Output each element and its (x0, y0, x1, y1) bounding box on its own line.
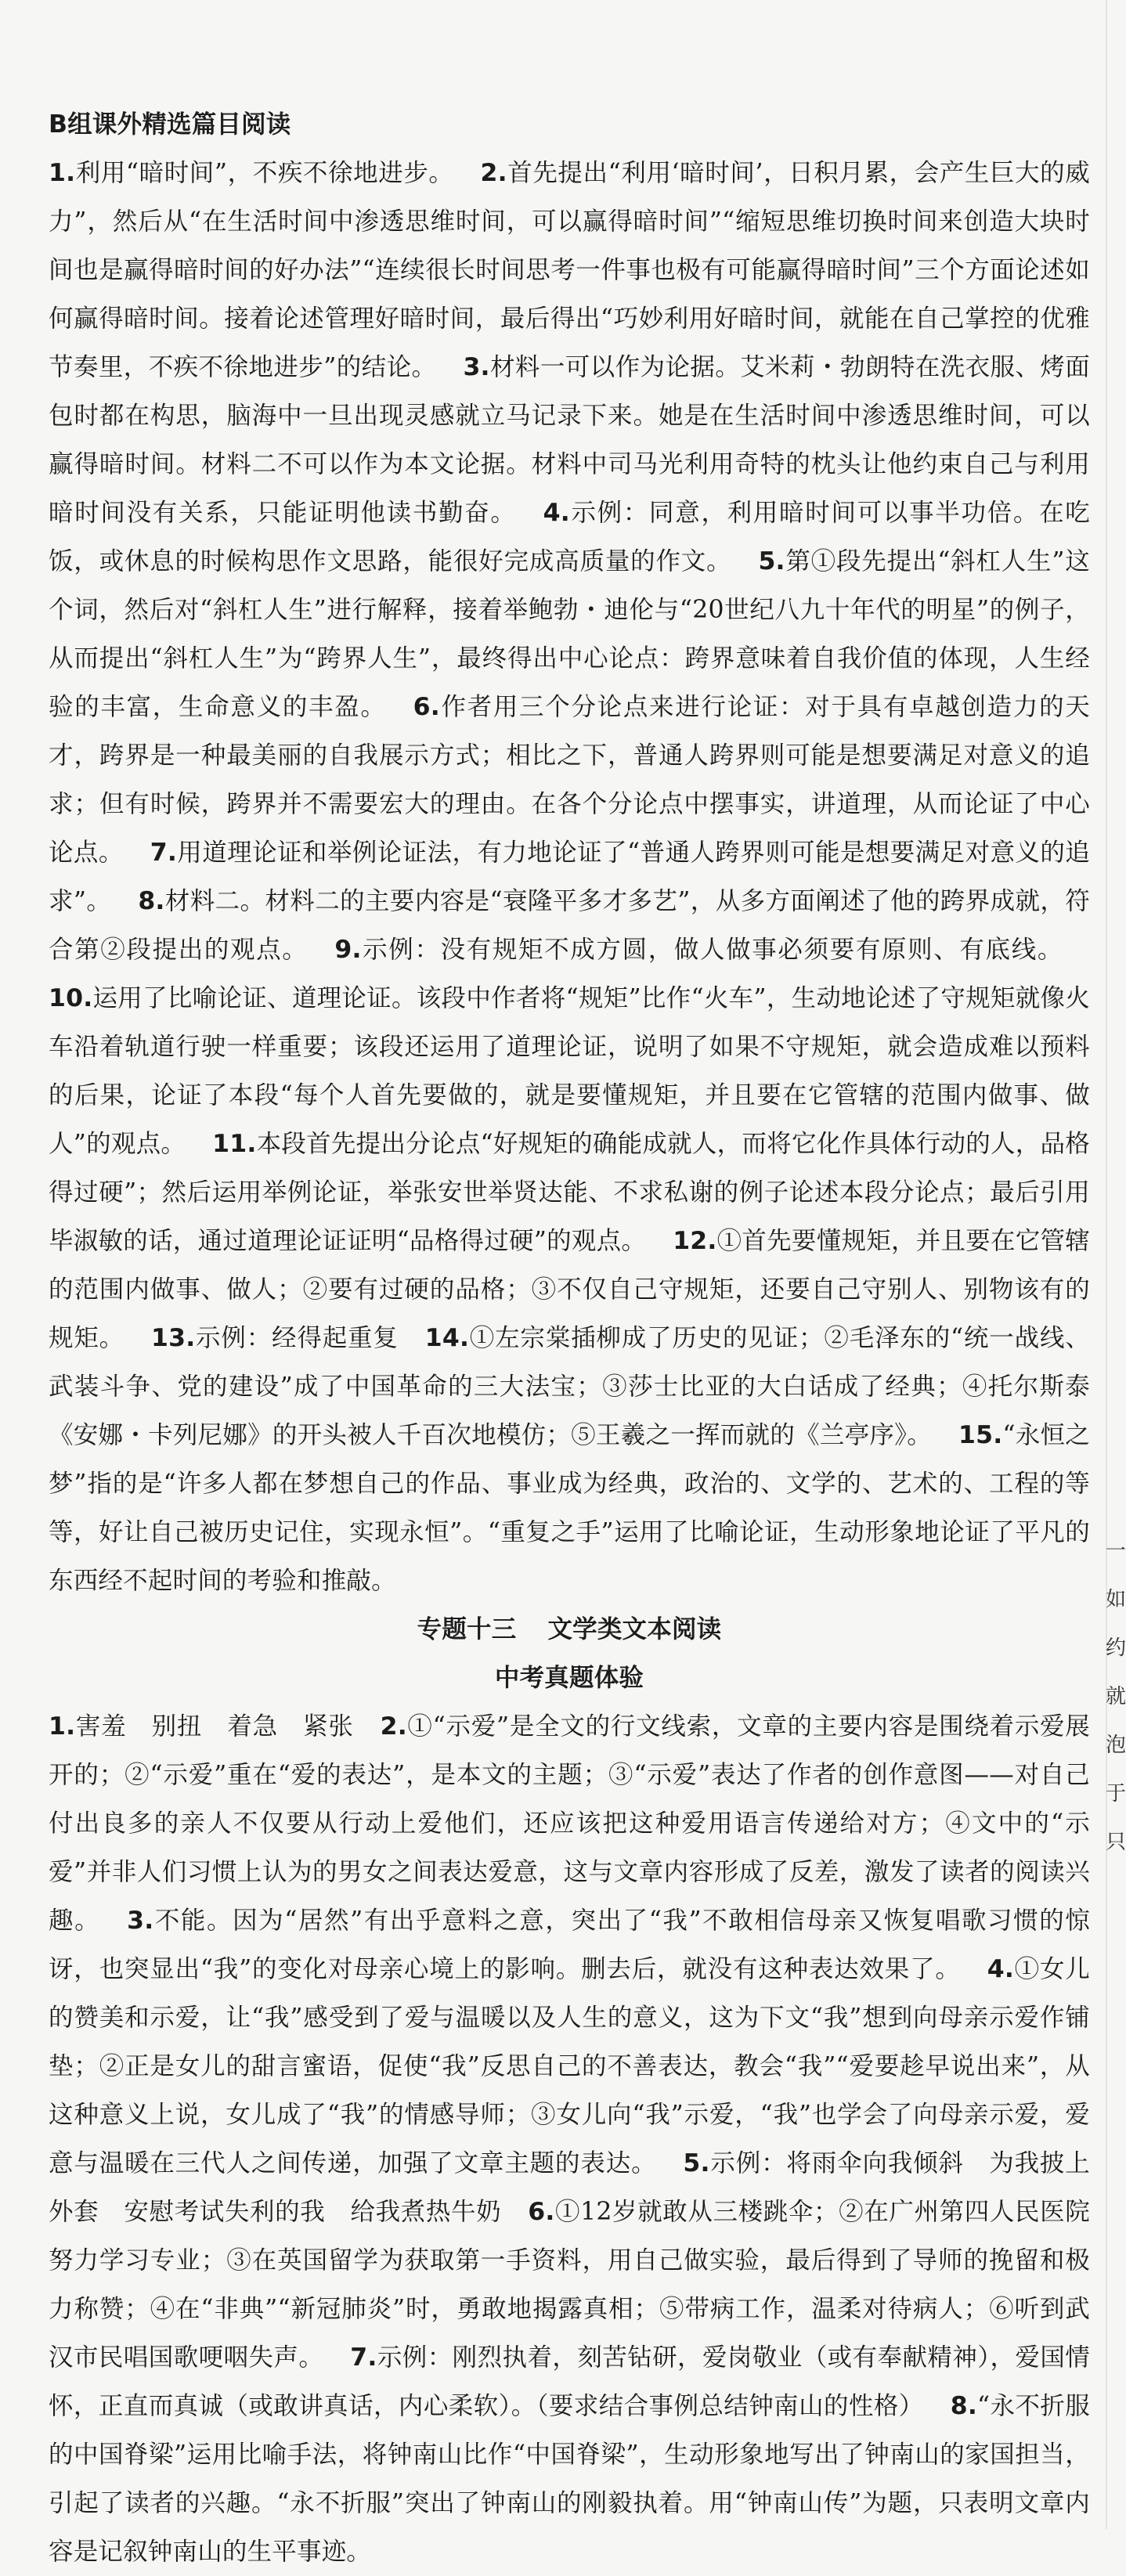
section-c-paragraph (49, 1702, 1090, 2576)
answer-number: 7. (350, 2343, 377, 2372)
answer-text: ①左宗棠插柳成了历史的见证；②毛泽东的“统一战线、武装斗争、党的建设”成了中国革命的三大法宝；③莎士比亚的大白话成了经典；④托尔斯泰《安娜・卡列尼娜》的开头被人千百次地模仿；⑤王羲之一挥而就的《兰亭序》。 (49, 1324, 1090, 1449)
answer-text: 首先提出“利用‘暗时间’，日积月累，会产生巨大的威力”，然后从“在生活时间中渗透思维时间，可以赢得暗时间”“缩短思维切换时间来创造大块时间也是赢得暗时间的好办法”“连续很长时间思考一件事也极有可能赢得暗时间”三个方面论述如何赢得暗时间。接着论述管理好暗时间，最后得出“巧妙利用好暗时间，就能在自己掌控的优雅节奏里，不疾不徐地进步”的结论。 (49, 159, 1090, 381)
answer-text: 材料一可以作为论据。艾米莉・勃朗特在洗衣服、烤面包时都在构思，脑海中一旦出现灵感就立马记录下来。她是在生活时间中渗透思维时间，可以赢得暗时间。材料二不可以作为本文论据。材料中司马光利用奇特的枕头让他约束自己与利用暗时间没有关系，只能证明他读书勤奋。 (49, 353, 1090, 527)
page-edge-shadow (1106, 0, 1107, 2529)
answer-text: 利用“暗时间”，不疾不徐地进步。 (75, 159, 454, 187)
section-b-paragraph (49, 100, 1090, 1605)
answer-number: 1. (49, 159, 76, 187)
answer-text: “永不折服的中国脊梁”运用比喻手法，将钟南山比作“中国脊梁”，生动形象地写出了钟南山的家国担当，引起了读者的兴趣。“永不折服”突出了钟南山的刚毅执着。用“钟南山传”为题，只表明文章内容是记叙钟南山的生平事迹。 (49, 2392, 1090, 2566)
answer-text: 示例：没有规矩不成方圆，做人做事必须要有原则、有底线。 (361, 936, 1063, 964)
topic-name: 文学类文本阅读 (547, 1615, 722, 1643)
answer-text: 材料二。材料二的主要内容是“衰隆平多才多艺”，从多方面阐述了他的跨界成就，符合第②段提出的观点。 (49, 887, 1090, 964)
answer-item (49, 1712, 1090, 1935)
answer-number: 9. (334, 936, 362, 964)
answer-number: 15. (958, 1421, 1003, 1449)
answer-number: 7. (150, 839, 178, 867)
answer-text: 示例：同意，利用暗时间可以事半功倍。在吃饭，或休息的时候构思作文思路，能很好完成高质量的作文。 (49, 499, 1090, 575)
answer-text: 害羞 别扭 着急 紧张 (75, 1712, 354, 1741)
answer-text: 用道理论证和举例论证法，有力地论证了“普通人跨界则可能是想要满足对意义的追求”。 (49, 839, 1090, 915)
answer-number: 3. (127, 1907, 154, 1935)
answer-text: 作者用三个分论点来进行论证：对于具有卓越创造力的天才，跨界是一种最美丽的自我展示方式；相比之下，普通人跨界则可能是想要满足对意义的追求；但有时候，跨界并不需要宏大的理由。在各个分论点中摆事实，讲道理，从而论证了中心论点。 (49, 693, 1090, 867)
section-b-label: B组课外精选篇目阅读 (49, 110, 291, 139)
next-page-edge-text: 一 如 约 就 泡 于 只 (1106, 1539, 1126, 1854)
answer-text: ①“示爱”是全文的行文线索，文章的主要内容是围绕着示爱展开的；②“示爱”重在“爱的表达”，是本文的主题；③“示爱”表达了作者的创作意图——对自己付出良多的亲人不仅要从行动上爱他们，还应该把这种爱用语言传递给对方；④文中的“示爱”并非人们习惯上认为的男女之间表达爱意，这与文章内容形成了反差，激发了读者的阅读兴趣。 (49, 1712, 1091, 1935)
section-c-answers (49, 1712, 1090, 2566)
answer-number: 1. (49, 1712, 76, 1741)
answer-number: 2. (380, 1712, 407, 1741)
answer-item (334, 936, 1063, 964)
topic-heading (49, 1605, 1090, 1654)
topic-number: 专题十三 (417, 1615, 517, 1643)
answer-text: 运用了比喻论证、道理论证。该段中作者将“规矩”比作“火车”，生动地论述了守规矩就像火车沿着轨道行驶一样重要；该段还运用了道理论证，说明了如果不守规矩，就会造成难以预料的后果，论证了本段“每个人首先要做的，就是要懂规矩，并且要在它管辖的范围内做事、做人”的观点。 (49, 984, 1090, 1158)
answer-number: 13. (151, 1324, 196, 1352)
answer-number: 6. (413, 693, 440, 721)
answer-number: 11. (212, 1130, 257, 1158)
answer-number: 3. (463, 353, 490, 381)
answer-item (151, 1324, 399, 1352)
answer-item (49, 1712, 354, 1741)
answer-item (49, 1907, 1090, 1983)
answer-text: 本段首先提出分论点“好规矩的确能成就人，而将它化作具体行动的人，品格得过硬”；然后运用举例论证，举张安世举贤达能、不求私谢的例子论述本段分论点；最后引用毕淑敏的话，通过道理论证证明“品格得过硬”的观点。 (49, 1130, 1090, 1255)
answer-item (49, 1955, 1090, 2177)
answer-number: 2. (480, 159, 507, 187)
answer-text: 示例：刚烈执着，刻苦钻研，爱岗敬业（或有奉献精神），爱国情怀，正直而真诚（或敢讲真话，内心柔软）。（要求结合事例总结钟南山的性格） (49, 2343, 1090, 2420)
answer-item (49, 159, 454, 187)
answer-text: 第①段先提出“斜杠人生”这个词，然后对“斜杠人生”进行解释，接着举鲍勃・迪伦与“20世纪八九十年代的明星”的例子，从而提出“斜杠人生”为“跨界人生”，最终得出中心论点：跨界意味着自我价值的体现，人生经验的丰富，生命意义的丰盈。 (49, 547, 1091, 721)
answer-text: ①女儿的赞美和示爱，让“我”感受到了爱与温暖以及人生的意义，这为下文“我”想到向母亲示爱作铺垫；②正是女儿的甜言蜜语，促使“我”反思自己的不善表达，教会“我”“爱要趁早说出来”，从这种意义上说，女儿成了“我”的情感导师；③女儿向“我”示爱，“我”也学会了向母亲示爱，爱意与温暖在三代人之间传递，加强了文章主题的表达。 (49, 1955, 1090, 2177)
section-b-answers (49, 159, 1090, 1595)
answer-number: 4. (987, 1955, 1015, 1983)
answer-number: 10. (49, 984, 93, 1012)
answer-number: 8. (950, 2392, 977, 2420)
answer-text: 不能。因为“居然”有出乎意料之意，突出了“我”不敢相信母亲又恢复唱歌习惯的惊讶，也突显出“我”的变化对母亲心境上的影响。删去后，就没有这种表达效果了。 (49, 1907, 1090, 1983)
answer-text: “永恒之梦”指的是“许多人都在梦想自己的作品、事业成为经典，政治的、文学的、艺术的、工程的等等，好让自己被历史记住，实现永恒”。“重复之手”运用了比喻论证，生动形象地论证了平凡的东西经不起时间的考验和推敲。 (49, 1421, 1090, 1595)
answer-text: 示例：将雨伞向我倾斜 为我披上外套 安慰考试失利的我 给我煮热牛奶 (49, 2149, 1090, 2226)
answer-text: 示例：经得起重复 (195, 1324, 399, 1352)
answer-number: 5. (683, 2149, 710, 2177)
answer-item (49, 159, 1090, 381)
topic-subtitle: 中考真题体验 (494, 1664, 644, 1692)
answer-number: 6. (528, 2198, 555, 2226)
answer-text: ①12岁就敢从三楼跳伞；②在广州第四人民医院努力学习专业；③在英国留学为获取第一手资料，用自己做实验，最后得到了导师的挽留和极力称赞；④在“非典”“新冠肺炎”时，勇敢地揭露真相；⑤带病工作，温柔对待病人；⑥听到武汉市民唱国歌哽咽失声。 (49, 2198, 1090, 2372)
answer-number: 8. (138, 887, 165, 915)
answer-number: 12. (673, 1227, 717, 1255)
answer-number: 14. (424, 1324, 470, 1352)
answer-number: 5. (758, 547, 785, 575)
answer-number: 4. (543, 499, 570, 527)
answer-text: ①首先要懂规矩，并且要在它管辖的范围内做事、做人；②要有过硬的品格；③不仅自己守规矩，还要自己守别人、别物该有的规矩。 (49, 1227, 1090, 1352)
answer-column (49, 100, 1090, 2576)
